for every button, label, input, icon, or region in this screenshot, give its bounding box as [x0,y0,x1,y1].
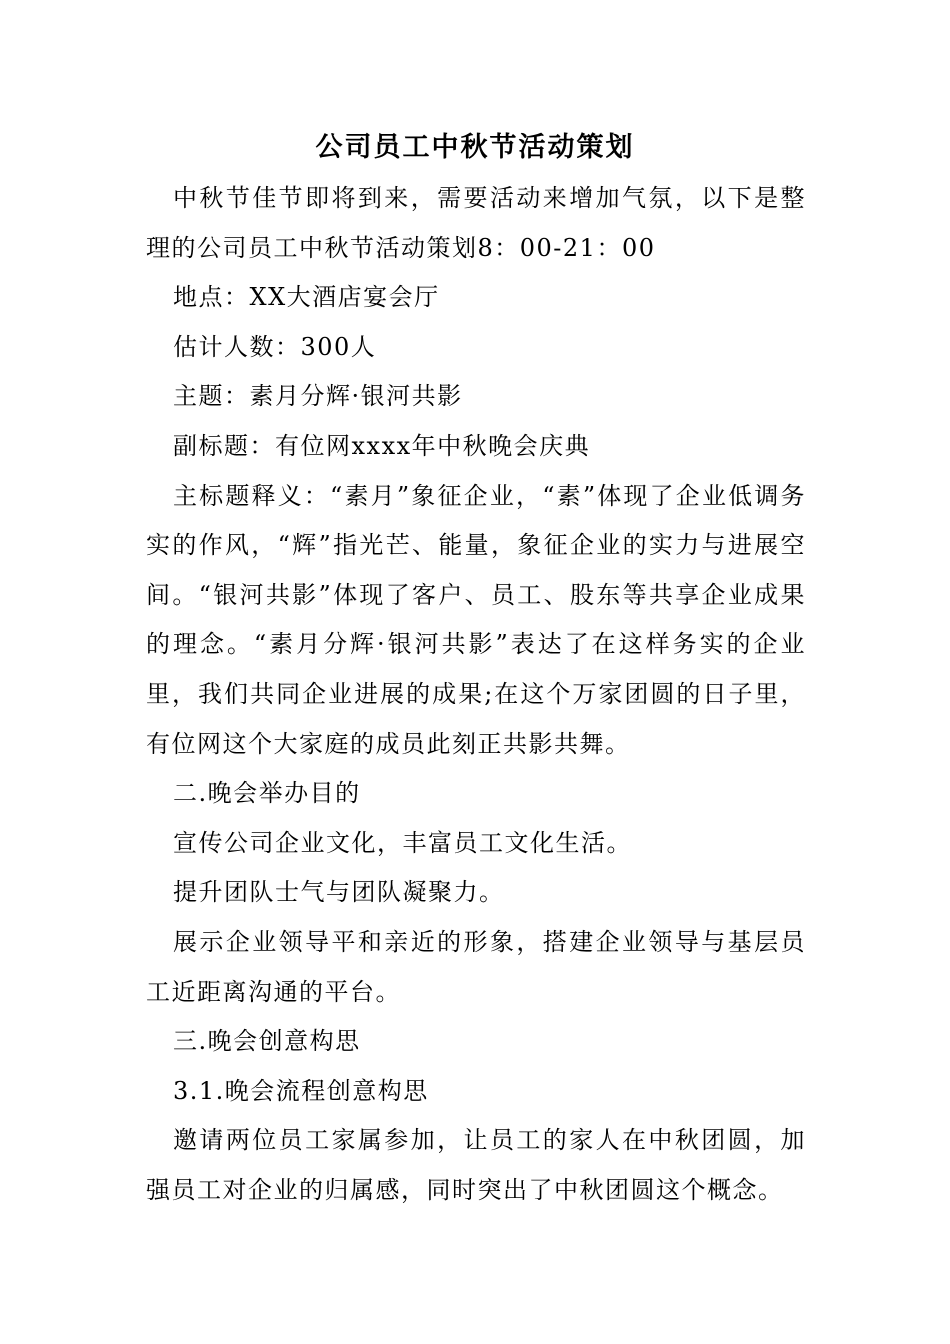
section-heading-purpose: 二.晚会举办目的 [173,779,361,808]
paragraph-theme-explanation: 主标题释义：“素月”象征企业，“素”体现了企业低调务实的作风，“辉”指光芒、能量，象征企业的实力与进展空间。“银河共影”体现了客户、员工、股东等共享企业成果的理念。“素月分辉·银河共影”表达了在这样务实的企业里，我们共同企业进展的成果;在这个万家团圆的日子里，有位网这个大家庭的成员此刻正共影共舞。 [146,481,806,758]
document-body [146,174,806,1215]
document-title: 公司员工中秋节活动策划 [315,132,635,163]
paragraph-purpose-morale: 提升团队士气与团队凝聚力。 [173,878,505,907]
paragraph-intro: 中秋节佳节即将到来，需要活动来增加气氛，以下是整理的公司员工中秋节活动策划8：00-21：00 [146,184,806,262]
subsection-heading-flow: 3.1.晚会流程创意构思 [173,1076,429,1105]
paragraph-venue: 地点：XX大酒店宴会厅 [173,283,440,312]
paragraph-family-invitation: 邀请两位员工家属参加，让员工的家人在中秋团圆，加强员工对企业的归属感，同时突出了中秋团圆这个概念。 [146,1126,806,1204]
paragraph-purpose-culture: 宣传公司企业文化，丰富员工文化生活。 [173,828,632,857]
section-heading-concept: 三.晚会创意构思 [173,1027,361,1056]
paragraph-theme: 主题：素月分辉·银河共影 [173,382,463,411]
paragraph-subtitle: 副标题：有位网xxxx年中秋晚会庆典 [173,431,591,460]
paragraph-purpose-leadership: 展示企业领导平和亲近的形象，搭建企业领导与基层员工近距离沟通的平台。 [146,927,806,1006]
paragraph-attendance: 估计人数：300人 [173,332,377,361]
